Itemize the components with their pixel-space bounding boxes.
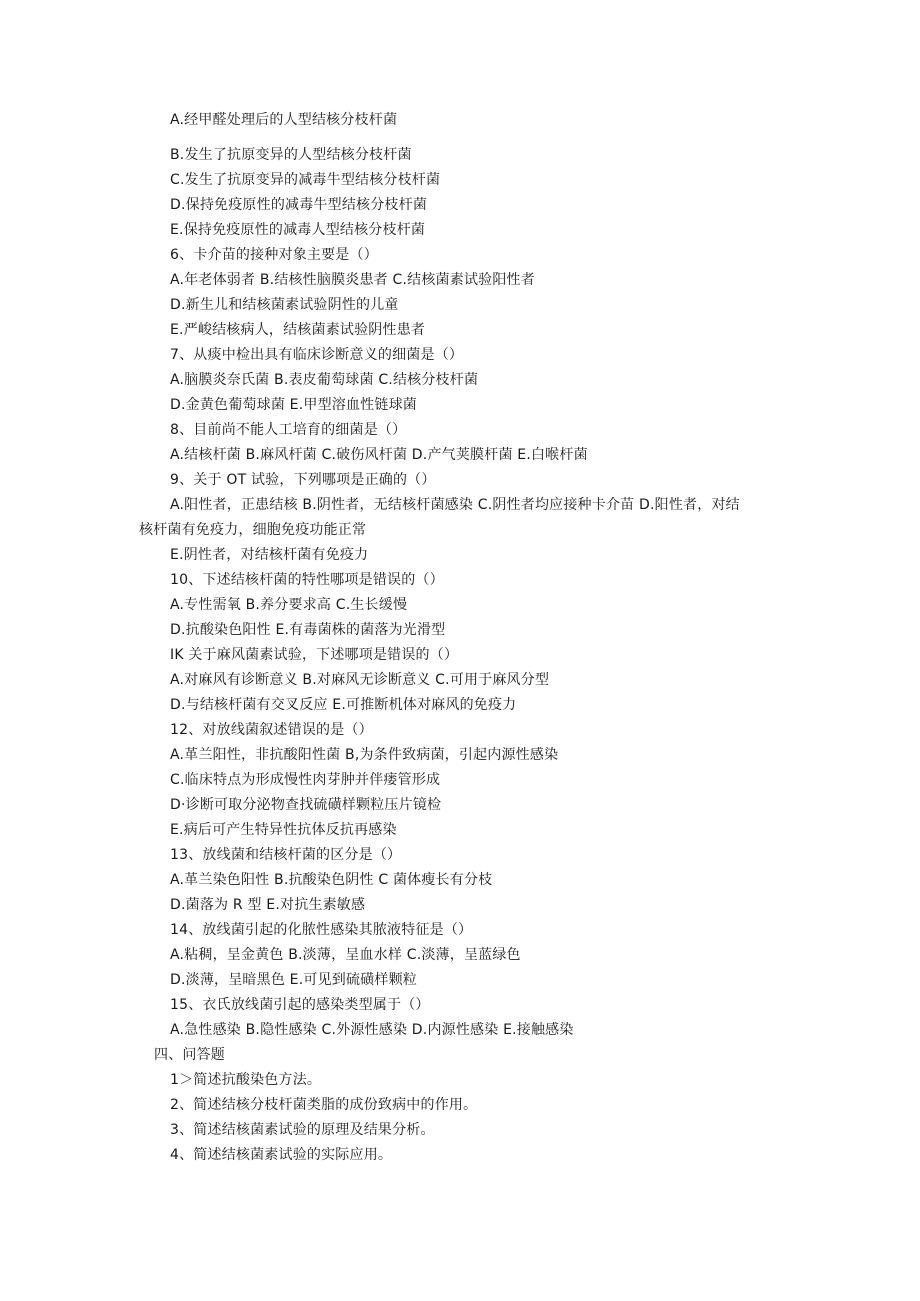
option-line: B.发生了抗原变异的人型结核分枝杆菌 (170, 147, 412, 163)
section-heading: 四、问答题 (154, 1047, 225, 1063)
option-line: E.病后可产生特异性抗体反抗再感染 (170, 822, 397, 838)
essay-question: 3、简述结核菌素试验的原理及结果分析。 (170, 1122, 435, 1138)
option-line: A.结核杆菌 B.麻风杆菌 C.破伤风杆菌 D.产气荚膜杆菌 E.白喉杆菌 (170, 447, 588, 463)
option-line: D.与结核杆菌有交叉反应 E.可推断机体对麻风的免疫力 (170, 697, 517, 713)
option-line: E.阴性者，对结核杆菌有免疫力 (170, 547, 369, 563)
option-line: A.革兰阳性，非抗酸阳性菌 B,为条件致病菌，引起内源性感染 (170, 747, 559, 763)
option-line: D.保持免疫原性的减毒牛型结核分枝杆菌 (170, 197, 428, 213)
option-line: D.抗酸染色阳性 E.有毒菌株的菌落为光滑型 (170, 622, 446, 638)
essay-question: 4、简述结核菌素试验的实际应用。 (170, 1147, 393, 1163)
question-line: 13、放线菌和结核杆菌的区分是（） (170, 847, 402, 863)
option-line: D.菌落为 R 型 E.对抗生素敏感 (170, 897, 366, 913)
option-line: E.保持免疫原性的减毒人型结核分枝杆菌 (170, 222, 426, 238)
option-line: C.发生了抗原变异的减毒牛型结核分枝杆菌 (170, 172, 441, 188)
question-line: 15、衣氏放线菌引起的感染类型属于（） (170, 997, 430, 1013)
option-line: D·诊断可取分泌物查找硫磺样颗粒压片镜检 (170, 797, 442, 813)
option-line: D.新生儿和结核菌素试验阴性的儿童 (170, 297, 399, 313)
option-line: C.临床特点为形成慢性肉芽肿并伴瘘管形成 (170, 772, 441, 788)
option-line: A.阳性者，正患结核 B.阴性者，无结核杆菌感染 C.阴性者均应接种卡介苗 D.阳性者，对结 (170, 497, 740, 513)
option-line: A.经甲醛处理后的人型结核分枝杆菌 (170, 112, 398, 128)
question-line: 14、放线菌引起的化脓性感染其脓液特征是（） (170, 922, 473, 938)
question-line: 8、目前尚不能人工培育的细菌是（） (170, 422, 407, 438)
option-line: A.专性需氧 B.养分要求高 C.生长缓慢 (170, 597, 408, 613)
option-line: D.淡薄，呈暗黑色 E.可见到硫磺样颗粒 (170, 972, 417, 988)
option-line: A.年老体弱者 B.结核性脑膜炎患者 C.结核菌素试验阳性者 (170, 272, 535, 288)
essay-question: 2、简述结核分枝杆菌类脂的成份致病中的作用。 (170, 1097, 478, 1113)
option-line: A.对麻风有诊断意义 B.对麻风无诊断意义 C.可用于麻风分型 (170, 672, 550, 688)
question-line: 10、下述结核杆菌的特性哪项是错误的（） (170, 572, 444, 588)
question-line: 7、从痰中检出具有临床诊断意义的细菌是（） (170, 347, 464, 363)
question-line: 9、关于 OT 试验，下列哪项是正确的（） (170, 472, 436, 488)
option-line: A.急性感染 B.隐性感染 C.外源性感染 D.内源性感染 E.接触感染 (170, 1022, 574, 1038)
option-line: A.脑膜炎奈氏菌 B.表皮葡萄球菌 C.结核分枝杆菌 (170, 372, 479, 388)
question-line: IK 关于麻风菌素试验，下述哪项是错误的（） (170, 647, 459, 663)
option-line: A.革兰染色阳性 B.抗酸染色阴性 C 菌体瘦长有分枝 (170, 872, 493, 888)
question-line: 6、卡介苗的接种对象主要是（） (170, 247, 378, 263)
option-line: A.粘稠，呈金黄色 B.淡薄，呈血水样 C.淡薄，呈蓝绿色 (170, 947, 521, 963)
option-line-continued: 核杆菌有免疫力，细胞免疫功能正常 (139, 522, 367, 538)
option-line: D.金黄色葡萄球菌 E.甲型溶血性链球菌 (170, 397, 417, 413)
option-line: E.严峻结核病人，结核菌素试验阴性患者 (170, 322, 426, 338)
essay-question: 1＞简述抗酸染色方法。 (170, 1072, 322, 1088)
question-line: 12、对放线菌叙述错误的是（） (170, 722, 373, 738)
